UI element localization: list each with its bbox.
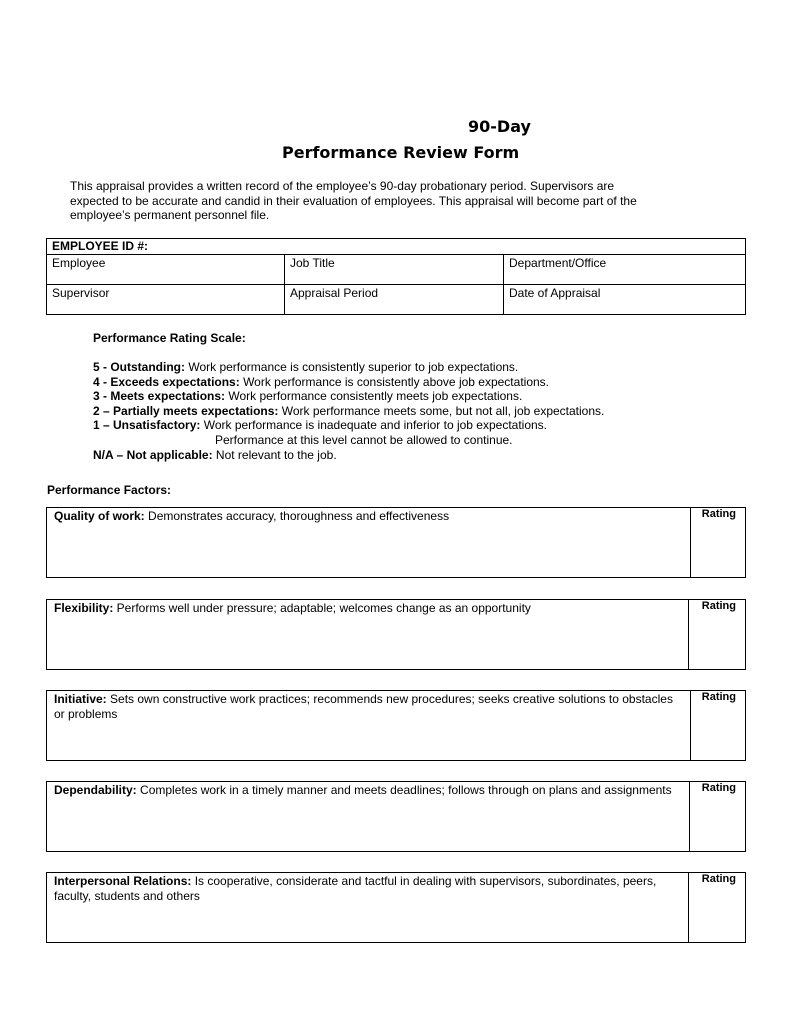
rating-label: Rating (701, 600, 736, 612)
factor-description (54, 783, 674, 798)
rating-scale-item (93, 375, 604, 390)
rating-scale-item (93, 389, 604, 404)
rating-scale-label: 1 – Unsatisfactory: (93, 418, 201, 433)
department-office-field[interactable]: Department/Office (504, 255, 746, 285)
factor-initiative[interactable] (46, 690, 746, 761)
rating-scale-text: Work performance is consistently superior to job expectations. (185, 360, 519, 374)
factor-text: Completes work in a timely manner and meets deadlines; follows through on plans and assignments (136, 783, 672, 797)
rating-scale-label: 5 - Outstanding: (93, 360, 185, 374)
rating-label: Rating (701, 873, 736, 885)
rating-scale-item (93, 360, 604, 375)
factor-dependability[interactable] (46, 781, 746, 852)
employee-name-field[interactable]: Employee (47, 255, 285, 285)
rating-scale-item (93, 448, 604, 463)
factor-interpersonal-relations[interactable] (46, 872, 746, 943)
rating-scale-list (93, 360, 604, 462)
rating-cell[interactable] (690, 691, 745, 760)
factor-label: Flexibility: (54, 601, 114, 615)
rating-cell[interactable] (688, 873, 745, 942)
factor-label: Interpersonal Relations: (54, 874, 192, 888)
rating-scale-item (93, 418, 604, 433)
intro-line: employee’s permanent personnel file. (70, 208, 270, 223)
rating-scale-label: 4 - Exceeds expectations: (93, 374, 240, 389)
rating-scale-text: Not relevant to the job. (212, 447, 337, 462)
factor-description (54, 692, 674, 721)
date-of-appraisal-field[interactable]: Date of Appraisal (504, 285, 746, 315)
factor-description (54, 601, 674, 616)
factor-label: Dependability: (54, 783, 137, 797)
rating-scale-heading: Performance Rating Scale: (93, 331, 246, 345)
rating-label: Rating (701, 508, 736, 520)
intro-line: expected to be accurate and candid in their evaluation of employees. This appraisal will become part of the (70, 193, 637, 208)
rating-label: Rating (701, 782, 736, 794)
form-title-line2: Performance Review Form (282, 143, 520, 162)
factor-text: Demonstrates accuracy, thoroughness and effectiveness (144, 509, 450, 523)
rating-cell[interactable] (688, 600, 745, 669)
appraisal-period-field[interactable]: Appraisal Period (285, 285, 504, 315)
factor-label: Quality of work: (54, 509, 145, 523)
intro-line: This appraisal provides a written record of the employee’s 90-day probationary period. Supervisors are (70, 179, 615, 193)
supervisor-field[interactable]: Supervisor (47, 285, 285, 315)
factor-description (54, 874, 674, 903)
rating-scale-label: 2 – Partially meets expectations: (93, 403, 279, 418)
rating-label: Rating (701, 691, 736, 703)
factor-text: Sets own constructive work practices; recommends new procedures; seeks creative solutions to obstacles or problems (54, 692, 673, 721)
rating-scale-continuation: Performance at this level cannot be allowed to continue. (215, 432, 513, 447)
intro-paragraph (70, 179, 710, 223)
rating-cell[interactable] (690, 508, 745, 577)
rating-cell[interactable] (689, 782, 745, 851)
rating-scale-item (93, 404, 604, 419)
rating-scale-text: Work performance is consistently above job expectations. (239, 374, 549, 389)
employee-info-table (46, 238, 746, 315)
factor-description (54, 509, 674, 524)
rating-scale-label: N/A – Not applicable: (93, 447, 213, 462)
factor-text: Performs well under pressure; adaptable; welcomes change as an opportunity (113, 601, 531, 615)
factor-quality-of-work[interactable] (46, 507, 746, 578)
rating-scale-text: Work performance consistently meets job expectations. (225, 389, 523, 404)
factor-label: Initiative: (54, 692, 107, 706)
performance-factors-heading: Performance Factors: (47, 483, 172, 497)
factor-flexibility[interactable] (46, 599, 746, 670)
employee-id-field[interactable]: EMPLOYEE ID #: (47, 239, 746, 255)
rating-scale-text: Work performance meets some, but not all, job expectations. (278, 403, 605, 418)
rating-scale-text: Work performance is inadequate and inferior to job expectations. (200, 418, 548, 433)
factor-text: Is cooperative, considerate and tactful in dealing with supervisors, subordinates, peers, faculty, students and others (54, 874, 657, 903)
rating-scale-label: 3 - Meets expectations: (93, 389, 226, 404)
form-title-line1: 90-Day (468, 117, 531, 136)
job-title-field[interactable]: Job Title (285, 255, 504, 285)
